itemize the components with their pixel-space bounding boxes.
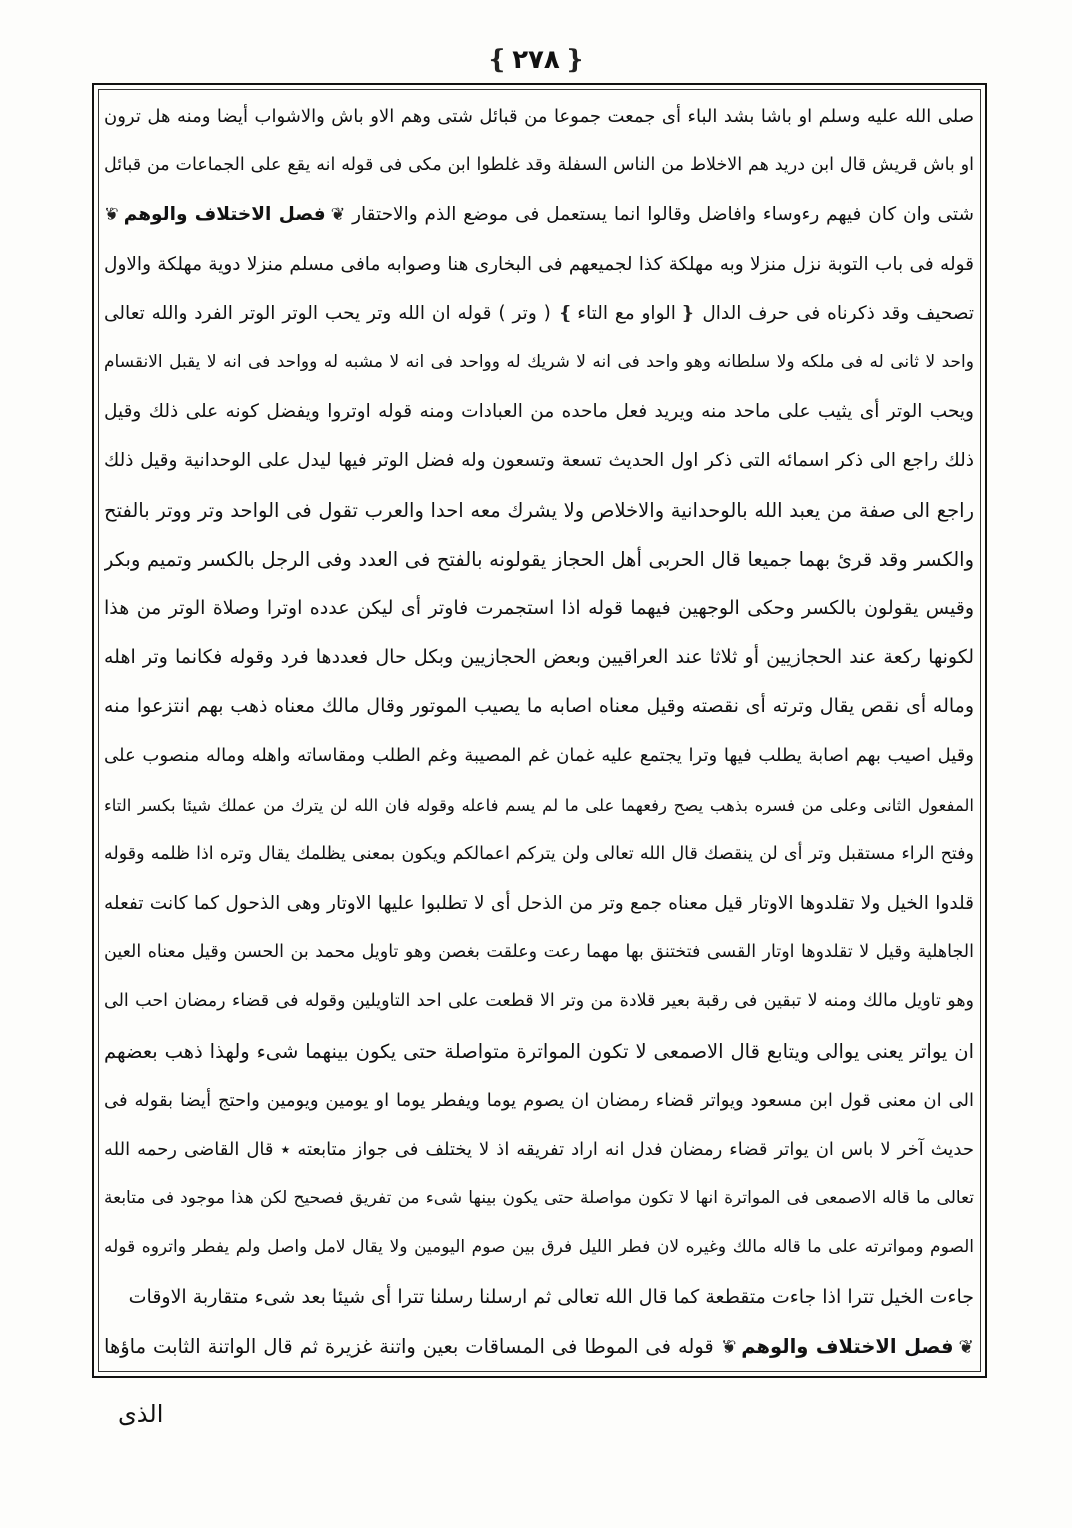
text-segment: المفعول الثانى وعلى من فسره بذهب يصح رفعهما على ما لم يسم فاعله وقوله فان الله لن يترك من عملك شيئا بكسر التاء: [104, 795, 974, 815]
text-line: [104, 1174, 974, 1223]
text-segment: قوله فى باب التوبة نزل منزلا وبه مهلكة كذا لجميعهم فى البخارى هنا وصوابه مافى مسلم منزلا دوية مهلكة والاول: [104, 253, 974, 275]
text-segment: وماله أى نقص يقال وترته أى نقصته وقيل معناه اصابه ما يصيب الموتور وقال مالك معناه ذهب بهم انتزعوا منه: [104, 695, 974, 718]
text-line-content: [104, 597, 974, 619]
text-line: [104, 141, 974, 190]
text-segment: شتى وان كان فيهم رءوساء وافاضل وقالوا انما يستعمل فى موضع الذم والاحتقار: [352, 204, 974, 226]
flourish-icon: [104, 204, 124, 225]
text-segment: الصوم ومواترته على ما قاله مالك وغيره لان فطر الليل فرق بين صوم اليومين ولا يقال لامل واصل ولم يفطر واتروه قوله: [104, 1237, 974, 1258]
text-line-content: [104, 893, 974, 914]
section-heading-group: [721, 1335, 974, 1358]
text-segment: قوله فى الموطا فى المساقات بعين واتنة غزيرة ثم قال الواتنة الثابت ماؤها: [104, 1334, 714, 1358]
text-line-content: [104, 796, 974, 815]
text-line-content: [104, 1090, 974, 1111]
text-segment: وهو تاويل مالك ومنه لا تبقين فى رقبة بعير قلادة من وتر الا قطعت على احد التاويلين وقوله فى قضاء رمضان احب الى: [104, 991, 974, 1012]
text-line: [104, 731, 974, 780]
text-segment: حديث آخر لا باس ان يواتر قضاء رمضان فدل انه اراد تفريقه اذ لا يختلف فى جواز متابعته ٭ قال القاضى رحمه الله: [104, 1138, 974, 1160]
text-segment: تعالى ما قاله الاصمعى فى المواترة انها لا تكون مواصلة حتى يكون بينها شىء من تفريق فصحيح لكن هذا موجود فى متابعة: [104, 1188, 974, 1209]
text-line-content: [104, 745, 974, 766]
text-line: [104, 633, 974, 682]
text-line-content: [104, 844, 974, 864]
text-line-content: [104, 352, 974, 372]
text-line-content: [104, 646, 974, 668]
text-segment: ( وتر ) قوله ان الله وتر يحب الوتر الوتر الفرد والله تعالى: [104, 302, 551, 324]
text-line: [104, 1273, 974, 1322]
text-line-content: [104, 450, 974, 471]
text-segment: ان يواتر يعنى يوالى ويتابع قال الاصمعى لا تكون المواترة متواصلة حتى يكون بينهما شىء ولهذا ذهب بعضهم: [104, 1039, 974, 1063]
text-segment: الى ان معنى قول ابن مسعود ويواتر قضاء رمضان ان يصوم يوما ويفطر يوما او يومين ويومين واحتج أيضا بقوله فى: [104, 1089, 974, 1111]
text-segment: او باش قريش قال ابن دريد هم الاخلاط من الناس السفلة وقد غلطوا ابن مكى فى قوله انه يقع على الجماعات من قبائل: [104, 155, 974, 176]
text-line: [104, 830, 974, 879]
text-segment: وقيس يقولون بالكسر وحكى الوجهين فيهما قوله اذا استجمرت فاوتر أى ليكن عدده اوترا وصلاة الوتر من هذا: [104, 596, 974, 619]
ornate-bracket-icon: [560, 45, 586, 75]
text-line-content: [104, 401, 974, 422]
text-line-content: [104, 548, 974, 571]
text-segment: راجع الى صفة من يعبد الله بالوحدانية والاخلاص ولا يشرك معه احدا والعرب تقول فى الواحد وتر ووتر بالفتح: [104, 498, 974, 522]
text-segment: قلدوا الخيل ولا تقلدوها الاوتار قيل معناه جمع وتر من الذحل أى لا تطلبوا عليها الاوتار وهى الذحول كما كانت تفعله: [104, 893, 974, 914]
text-segment: والكسر وقد قرئ بهما جميعا قال الحربى أهل الحجاز يقولونه بالفتح فى العدد وفى الرجل بالكسر وتميم وبكر: [104, 547, 974, 571]
text-segment: صلى الله عليه وسلم او باشا بشد الباء أى جمعت جموعا من قبائل شتى وهم الاو باش والاشواب أيضا ومنه هل ترون: [104, 106, 974, 127]
text-line-content: [104, 1139, 974, 1160]
flourish-icon: [326, 204, 346, 225]
text-segment: ذلك راجع الى ذكر اسمائه التى ذكر اول الحديث تسعة وتسعون وله فضل الوتر فيها ليدل على الوحدانية وقيل ذلك: [104, 450, 974, 472]
text-line-content: [104, 1335, 974, 1358]
text-line-content: [104, 942, 974, 962]
text-line-content: [104, 695, 974, 717]
text-line-content: [104, 1237, 974, 1257]
text-line-content: [104, 1188, 974, 1208]
text-line-content: [104, 991, 974, 1011]
section-heading-group: [104, 204, 345, 225]
page-number: [0, 40, 1072, 80]
section-heading: فصل الاختلاف والوهم: [741, 1334, 954, 1358]
text-line-content: [104, 106, 974, 127]
text-line-content: [129, 1286, 974, 1308]
text-line: [104, 486, 974, 535]
text-segment: جاءت الخيل تترا اذا جاءت متقطعة كما قال الله تعالى ثم ارسلنا رسلنا تترا أى شيئا بعد شىء متقاربة الاوقات: [128, 1285, 974, 1308]
text-segment: وقيل اصيب بهم اصابة يطلب فيها وترا يجتمع عليه غمان غم المصيبة وغم الطلب ومقاساته واهله وماله منصوب على: [104, 745, 974, 767]
text-block: [104, 92, 974, 1371]
text-line: [104, 977, 974, 1026]
text-segment: وفتح الراء مستقبل وتر أى لن ينقصك قال الله تعالى ولن يتركم اعمالكم ويكون بمعنى يظلمك يقال وتره اذا ظلمه وقوله: [104, 843, 974, 864]
text-line: [104, 928, 974, 977]
section-heading: فصل الاختلاف والوهم: [123, 204, 326, 226]
text-line-content: [104, 1040, 974, 1063]
text-line: [104, 436, 974, 485]
text-line: [104, 535, 974, 584]
text-line-content: [104, 254, 974, 275]
page-number-value: ٢٧٨: [512, 45, 560, 75]
text-segment: تصحيف وقد ذكرناه فى حرف الدال: [702, 302, 974, 324]
text-line: [104, 92, 974, 141]
text-line-content: [104, 155, 974, 175]
text-line: [104, 338, 974, 387]
flourish-icon: [954, 1335, 975, 1358]
text-line: [104, 1223, 974, 1272]
text-line-content: [104, 499, 974, 522]
text-segment: الجاهلية وقيل لا تقلدوها اوتار القسى فتختنق بها مهما رعت وعلقت بغصن وهو تاويل محمد بن الحسن وقيل معناه العين: [104, 942, 974, 963]
text-line-content: [104, 204, 974, 225]
text-line: [104, 190, 974, 239]
text-line: [104, 584, 974, 633]
text-segment: لكونها ركعة عند الحجازيين أو ثلاثا عند العراقيين وبعض الحجازيين وبكل حال فعددها فرد وقوله فكانما وتر اهله: [104, 646, 974, 669]
text-line: [104, 387, 974, 436]
text-line: [104, 781, 974, 830]
text-line: [104, 1027, 974, 1076]
text-line: [104, 1322, 974, 1371]
chapter-heading: ❵ الواو مع التاء ❴: [558, 303, 696, 324]
text-line: [104, 682, 974, 731]
text-line-content: [104, 303, 974, 324]
ornate-bracket-icon: [486, 45, 512, 75]
text-line: [104, 1125, 974, 1174]
text-line: [104, 240, 974, 289]
text-segment: واحد لا ثانى له فى ملكه ولا سلطانه وهو واحد فى انه لا شريك له وواحد فى انه لا مشبه له وواحد فى انه لا يقبل الانقسام: [104, 351, 974, 372]
text-line: [104, 879, 974, 928]
catchword: الذى: [118, 1400, 164, 1428]
text-line: [104, 1076, 974, 1125]
flourish-icon: [721, 1335, 742, 1358]
text-line: [104, 289, 974, 338]
text-segment: ويحب الوتر أى يثيب على ماحد منه ويريد فعل ماحده من العبادات ومنه قوله اوتروا ويفضل كونه على ذلك وقيل: [104, 401, 974, 423]
